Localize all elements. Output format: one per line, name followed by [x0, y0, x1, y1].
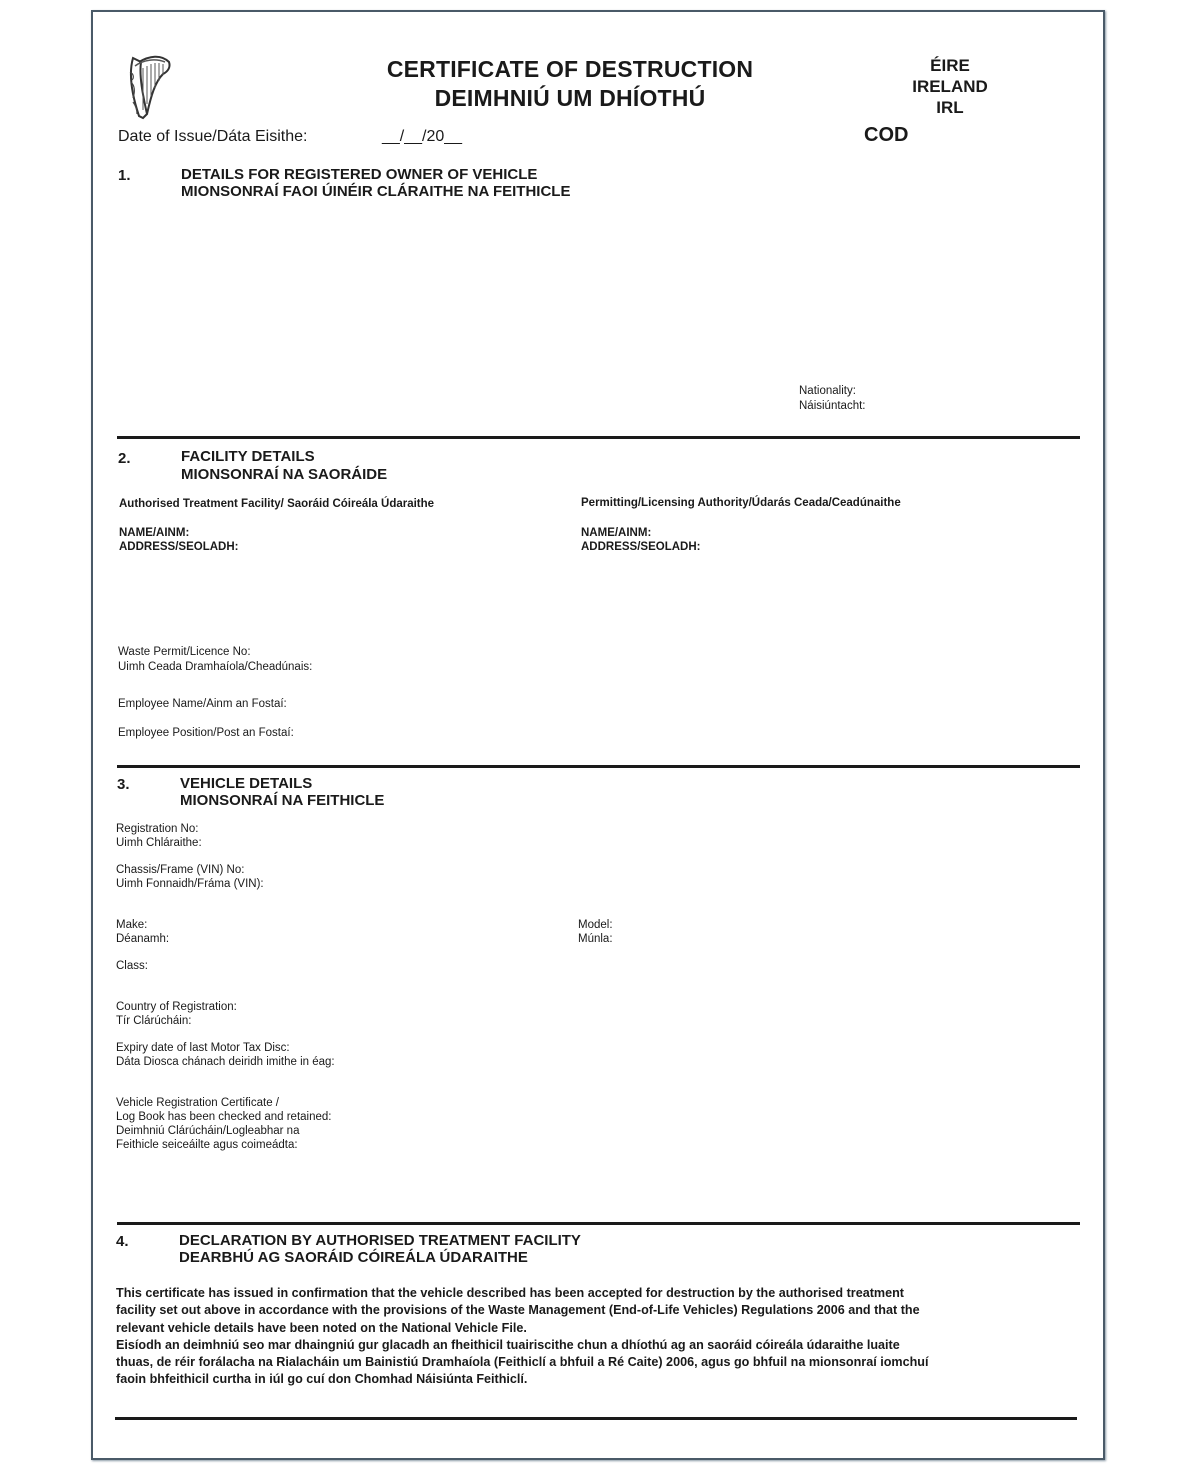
- section-1-heading-ga: MIONSONRAÍ FAOI ÚINÉIR CLÁRAITHE NA FEITHICLE: [181, 183, 571, 200]
- section-2-number: 2.: [118, 450, 131, 467]
- section-1-heading-en: DETAILS FOR REGISTERED OWNER OF VEHICLE: [181, 166, 538, 183]
- title-english: CERTIFICATE OF DESTRUCTION: [386, 56, 754, 82]
- harp-emblem-icon: [125, 52, 175, 124]
- licensing-authority-title: Permitting/Licensing Authority/Údarás Ceada/Ceadúnaithe: [581, 497, 901, 509]
- section-4-number: 4.: [116, 1233, 129, 1250]
- country-eire: ÉIRE: [930, 56, 970, 75]
- model-label-irish: Múnla:: [578, 933, 613, 945]
- declaration-line: Eisíodh an deimhniú seo mar dhaingniú gur glacadh an fheithicil tuairiscithe chun a dhíothú ag an saoráid cóireála údaraithe luaite: [116, 1337, 900, 1352]
- make-label-irish: Déanamh:: [116, 933, 170, 945]
- section-divider: [117, 1222, 1080, 1225]
- treatment-facility-title: Authorised Treatment Facility/ Saoráid Cóireála Údaraithe: [119, 498, 435, 510]
- logbook-line: Vehicle Registration Certificate /: [116, 1097, 279, 1109]
- make-label: Make:: [116, 919, 148, 931]
- logbook-line: Deimhniú Clárúcháin/Logleabhar na: [116, 1125, 300, 1137]
- section-3-heading-ga: MIONSONRAÍ NA FEITHICLE: [180, 792, 385, 809]
- section-divider: [117, 765, 1080, 768]
- class-label: Class:: [116, 960, 148, 972]
- title-irish: DEIMHNIÚ UM DHÍOTHÚ: [434, 85, 706, 111]
- logbook-line: Feithicle seiceáilte agus coimeádta:: [116, 1139, 298, 1151]
- employee-position-label: Employee Position/Post an Fostaí:: [118, 727, 294, 739]
- model-label: Model:: [578, 919, 613, 931]
- date-of-issue-label: Date of Issue/Dáta Eisithe:: [118, 128, 308, 145]
- employee-name-label: Employee Name/Ainm an Fostaí:: [118, 698, 287, 710]
- nationality-label: Nationality:: [799, 385, 856, 397]
- declaration-line: thuas, de réir forálacha na Rialacháin um Bainistiú Dramhaíola (Feithiclí a bhfuil a Ré Caite) 2006, agus go bhfuil na mionsonraí iomchuí: [116, 1355, 929, 1370]
- section-4-heading-ga: DEARBHÚ AG SAORÁID CÓIREÁLA ÚDARAITHE: [179, 1249, 528, 1266]
- section-3-heading-en: VEHICLE DETAILS: [180, 775, 313, 792]
- declaration-line: facility set out above in accordance with the provisions of the Waste Management (End-of-Life Vehicles) Regulations 2006 and that the: [116, 1303, 920, 1318]
- country-irl: IRL: [936, 98, 964, 117]
- declaration-line: relevant vehicle details have been noted on the National Vehicle File.: [116, 1320, 527, 1335]
- date-of-issue-field[interactable]: __/__/20__: [382, 128, 463, 145]
- cod-code: COD: [864, 124, 909, 146]
- nationality-label-irish: Náisiúntacht:: [799, 400, 866, 412]
- declaration-text: [116, 1285, 1016, 1389]
- country-registration-label: Country of Registration:: [116, 1001, 237, 1013]
- country-registration-label-irish: Tír Clárúcháin:: [116, 1015, 192, 1027]
- country-ireland: IRELAND: [912, 77, 988, 96]
- section-2-heading-en: FACILITY DETAILS: [181, 448, 315, 465]
- vin-label-irish: Uimh Fonnaidh/Fráma (VIN):: [116, 878, 264, 890]
- facility-name-label: NAME/AINM:: [119, 527, 190, 539]
- section-divider: [117, 436, 1080, 439]
- tax-disc-expiry-label-irish: Dáta Diosca chánach deiridh imithe in éag:: [116, 1056, 335, 1068]
- signature-line: [115, 1417, 1077, 1420]
- section-2-heading-ga: MIONSONRAÍ NA SAORÁIDE: [181, 466, 388, 483]
- logbook-line: Log Book has been checked and retained:: [116, 1111, 332, 1123]
- registration-no-label: Registration No:: [116, 823, 199, 835]
- waste-permit-label: Waste Permit/Licence No:: [118, 646, 251, 658]
- declaration-line: faoin bhfeithicil curtha in iúl go cuí don Chomhad Náisiúnta Feithiclí.: [116, 1372, 528, 1387]
- tax-disc-expiry-label: Expiry date of last Motor Tax Disc:: [116, 1042, 290, 1054]
- facility-address-label: ADDRESS/SEOLADH:: [119, 541, 239, 553]
- section-4-heading-en: DECLARATION BY AUTHORISED TREATMENT FACILITY: [179, 1232, 581, 1249]
- authority-name-label: NAME/AINM:: [581, 527, 652, 539]
- section-3-number: 3.: [117, 776, 130, 793]
- declaration-line: This certificate has issued in confirmation that the vehicle described has been accepted for destruction by the authorised treatment: [116, 1286, 905, 1300]
- authority-address-label: ADDRESS/SEOLADH:: [581, 541, 701, 553]
- registration-no-label-irish: Uimh Chláraithe:: [116, 837, 202, 849]
- section-1-number: 1.: [118, 167, 131, 184]
- vin-label: Chassis/Frame (VIN) No:: [116, 864, 245, 876]
- waste-permit-label-irish: Uimh Ceada Dramhaíola/Cheadúnais:: [118, 661, 313, 673]
